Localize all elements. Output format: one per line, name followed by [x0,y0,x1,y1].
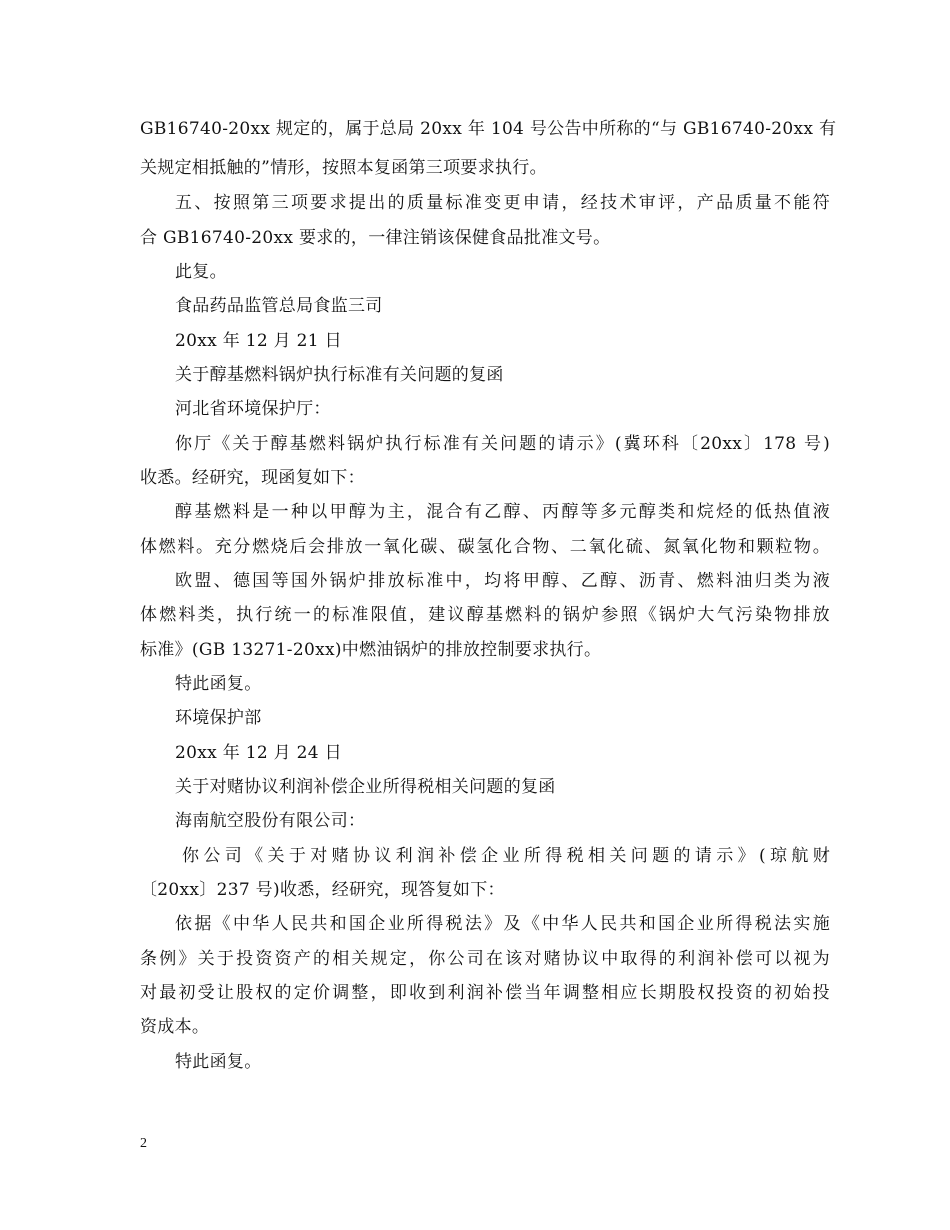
signature-line: 食品药品监管总局食监三司 [175,296,383,316]
page-number: 2 [140,1136,147,1151]
paragraph-line: 资成本。 [140,1017,210,1037]
signature-line: 环境保护部 [175,708,262,728]
paragraph-line: 欧盟、德国等国外锅炉排放标准中，均将甲醇、乙醇、沥青、燃料油归类为液 [175,571,830,591]
paragraph-line: 关规定相抵触的”情形，按照本复函第三项要求执行。 [140,158,547,178]
paragraph-line: 标准》(GB 13271-20xx)中燃油锅炉的排放控制要求执行。 [140,640,602,660]
date-line: 20xx 年 12 月 24 日 [175,743,342,763]
paragraph-line: 依据《中华人民共和国企业所得税法》及《中华人民共和国企业所得税法实施 [175,914,830,934]
recipient-line: 河北省环境保护厅： [175,399,331,419]
paragraph-line: 体燃料类，执行统一的标准限值，建议醇基燃料的锅炉参照《锅炉大气污染物排放 [140,605,830,625]
paragraph-line: 特此函复。 [175,674,262,694]
paragraph-line: 收悉。经研究，现函复如下： [140,468,365,488]
paragraph-line: 特此函复。 [175,1052,262,1072]
paragraph-line: 合 GB16740-20xx 要求的，一律注销该保健食品批准文号。 [140,228,611,248]
paragraph-line: 体燃料。充分燃烧后会排放一氧化碳、碳氢化合物、二氧化硫、氮氧化物和颗粒物。 [140,537,830,557]
letter-title: 关于醇基燃料锅炉执行标准有关问题的复函 [175,365,504,385]
paragraph-line: 此复。 [175,262,227,282]
paragraph-line: 对最初受让股权的定价调整，即收到利润补偿当年调整相应长期股权投资的初始投 [140,983,830,1003]
paragraph-line: 你公司《关于对赌协议利润补偿企业所得税相关问题的请示》(琼航财 [182,846,830,866]
recipient-line: 海南航空股份有限公司： [175,811,366,831]
paragraph-line: 醇基燃料是一种以甲醇为主，混合有乙醇、丙醇等多元醇类和烷烃的低热值液 [175,502,830,522]
paragraph-line: 〔20xx〕237 号)收悉，经研究，现答复如下： [140,880,505,900]
paragraph-line: 五、按照第三项要求提出的质量标准变更申请，经技术审评，产品质量不能符 [175,193,830,213]
paragraph-line: GB16740-20xx 规定的，属于总局 20xx 年 104 号公告中所称的“与 GB16740-20xx 有 [140,119,837,139]
letter-title: 关于对赌协议利润补偿企业所得税相关问题的复函 [175,777,556,797]
date-line: 20xx 年 12 月 21 日 [175,331,342,351]
paragraph-line: 条例》关于投资资产的相关规定，你公司在该对赌协议中取得的利润补偿可以视为 [140,949,830,969]
paragraph-line: 你厅《关于醇基燃料锅炉执行标准有关问题的请示》(冀环科〔20xx〕178 号) [175,434,830,454]
